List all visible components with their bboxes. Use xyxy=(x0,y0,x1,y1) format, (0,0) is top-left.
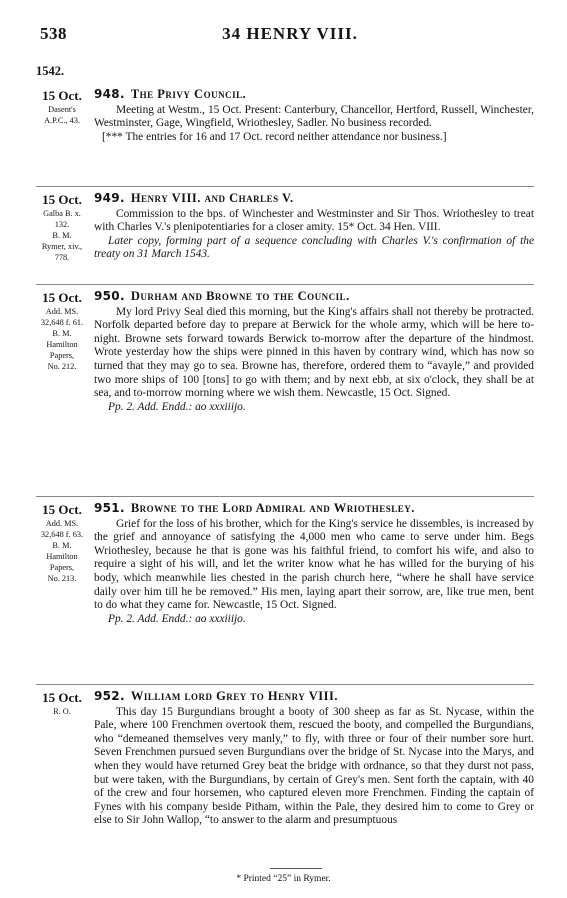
entry-margin xyxy=(34,88,90,126)
source-line: 32,648 f. 63. xyxy=(40,530,84,539)
entry-heading xyxy=(94,290,534,304)
source-line: B. M. xyxy=(52,231,72,240)
source-line: Rymer, xiv., xyxy=(41,242,83,251)
source-line: Add. MS. xyxy=(45,307,79,316)
entry-note: [*** The entries for 16 and 17 Oct. record neither attendance nor business.] xyxy=(102,130,447,143)
entry-margin xyxy=(34,290,90,372)
entry-paragraph: Meeting at Westm., 15 Oct. Present: Canterbury, Chancellor, Hertford, Russell, Winchester, Westminster, Gage, Wingfield, Wriothesley, Sadler. No business recorded. xyxy=(94,103,534,130)
source-line: R. O. xyxy=(53,707,71,716)
entry-paragraph: My lord Privy Seal died this morning, but the King's affairs shall not thereby be protracted. Norfolk departed before day to prepare at Berwick for the whole army, which will be here to-night. Browne sets forward towards Berwick to-morrow after the departure of the hindmost. Wrote yesterday how the ships were pinned in this haven by contrary wind, which has now so turned that they may go to sea. Browne has, therefore, ordered them to “avayle,” and provided two more ships of 100 [tons] to go with them; and by next ebb, at six o'clock, they shall be at sea, and to-morrow morning where we wish them. Newcastle, 15 Oct. Signed. xyxy=(94,305,534,400)
entry-divider xyxy=(36,284,534,285)
source-line: Papers, xyxy=(49,351,75,360)
running-head: 34 HENRY VIII. xyxy=(222,24,358,43)
source-line: Dasent's xyxy=(48,105,76,114)
source-line: Galba B. x. xyxy=(43,209,81,218)
entry-divider xyxy=(36,186,534,187)
entry-title: William lord Grey to Henry VIII. xyxy=(130,689,338,703)
entry-divider xyxy=(36,496,534,497)
year-label: 1542. xyxy=(36,64,65,78)
entry-paragraph: This day 15 Burgundians brought a booty of 300 sheep as far as St. Nycase, within the Pale, where 100 Frenchmen overtook them, rescued the booty, and compelled the Burgundians, who “demeaned themselves very manly,” to fly, with three or four of their number sore hurt. Seven Frenchmen pursued seven Burgundians over the bridge of St. Nycase into the Marys, and when they would have returned Grey beat the bridge with ordnance, so that they durst not pass, but were taken, with the Burgundians, by certain of Grey's men. Sent forth the captain, with 40 of the crew and four horsemen, who captured eleven more Frenchmen. Finding the captain of Fynes with his company beside Pitham, within the Pale, they desired him to come to Grey or else to Sir John Wallop, “to answer to the alarm and presumptuous xyxy=(94,705,534,827)
footnote-rule xyxy=(270,868,322,869)
entry-annotation: Pp. 2. Add. Endd.: ao xxxiiijo. xyxy=(108,400,246,413)
entry-heading xyxy=(94,502,534,516)
page-number: 538 xyxy=(40,24,67,43)
entry-number: 952. xyxy=(94,689,125,703)
entry-number: 948. xyxy=(94,87,125,101)
entry-heading xyxy=(94,88,534,102)
source-line: 132. xyxy=(54,220,70,229)
source-line: B. M. xyxy=(52,329,72,338)
footnote: * Printed “25” in Rymer. xyxy=(236,874,331,884)
entry-body xyxy=(94,690,534,828)
entry-title: Durham and Browne to the Council. xyxy=(130,289,350,303)
entry-number: 949. xyxy=(94,191,125,205)
source-line: A.P.C., 43. xyxy=(44,116,80,125)
page-header xyxy=(40,24,540,46)
entry-date: 15 Oct. xyxy=(42,502,82,517)
entry-body xyxy=(94,88,534,144)
source-line: Hamilton xyxy=(46,552,78,561)
entry-number: 951. xyxy=(94,501,125,515)
entry-annotation: Pp. 2. Add. Endd.: ao xxxiiijo. xyxy=(108,612,246,625)
entry-margin xyxy=(34,690,90,717)
source-line: 32,648 f. 61. xyxy=(40,318,84,327)
entry-number: 950. xyxy=(94,289,125,303)
entry-date: 15 Oct. xyxy=(42,290,82,305)
entry-body xyxy=(94,290,534,414)
entry-margin xyxy=(34,502,90,584)
entry-date: 15 Oct. xyxy=(42,690,82,705)
entry-body xyxy=(94,192,534,262)
entry-margin xyxy=(34,192,90,263)
entry-title: The Privy Council. xyxy=(130,87,247,101)
source-line: Papers, xyxy=(49,563,75,572)
source-line: No. 212. xyxy=(47,362,77,371)
source-line: 778. xyxy=(54,253,70,262)
source-line: B. M. xyxy=(52,541,72,550)
source-line: Hamilton xyxy=(46,340,78,349)
entry-paragraph: Commission to the bps. of Winchester and Westminster and Sir Thos. Wriothesley to treat with Charles V.'s plenipotentiaries for a closer amity. 15* Oct. 34 Hen. VIII. xyxy=(94,207,534,234)
entry-title: Browne to the Lord Admiral and Wriothesley. xyxy=(130,501,415,515)
source-line: No. 213. xyxy=(47,574,77,583)
entry-title: Henry VIII. and Charles V. xyxy=(130,191,294,205)
entry-divider xyxy=(36,684,534,685)
source-line: Add. MS. xyxy=(45,519,79,528)
entry-paragraph: Grief for the loss of his brother, which for the King's service he dissembles, is increased by the grief and annoyance of satisfying the 4,000 men who came to serve under him. Begs Wriothesley, because he that is gone was his faithful friend, to comfort his wife, and also to require a sight of his will, and let the writer know what he has willed for the burying of his body, which meanwhile lies chested in the parish church here, “where he shall have service daily over him till he be removed.” His men, laying apart their sorrow, are, like true men, bent to do what they came for. Newcastle, 15 Oct. Signed. xyxy=(94,517,534,612)
entry-date: 15 Oct. xyxy=(42,192,82,207)
entry-heading xyxy=(94,192,534,206)
entry-annotation: Later copy, forming part of a sequence concluding with Charles V.'s confirmation of the treaty on 31 March 1543. xyxy=(94,234,534,261)
entry-date: 15 Oct. xyxy=(42,88,82,103)
entry-heading xyxy=(94,690,534,704)
entry-body xyxy=(94,502,534,626)
